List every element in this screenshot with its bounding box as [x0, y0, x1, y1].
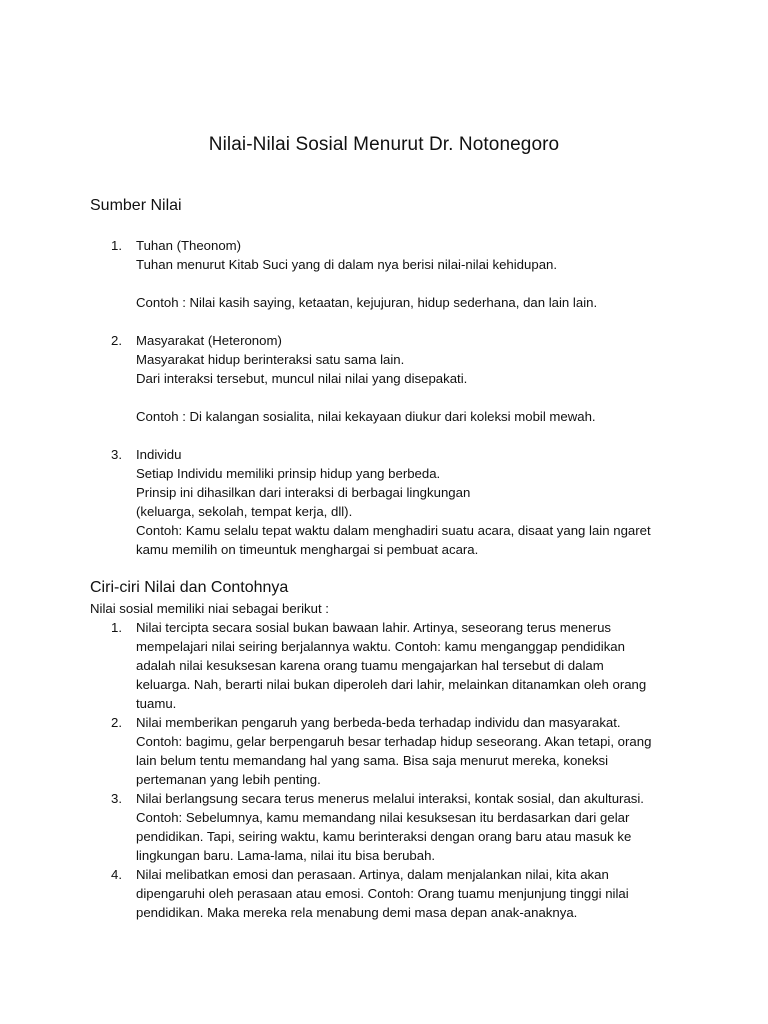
list-item-number: 2. — [111, 333, 122, 348]
list-item-number: 1. — [111, 620, 122, 635]
list-item-line: Tuhan (Theonom) — [136, 238, 242, 253]
list-item — [90, 236, 710, 331]
list-item-line: Contoh : Di kalangan sosialita, nilai kekayaan diukur dari koleksi mobil mewah. — [136, 409, 596, 424]
list-item-number: 3. — [111, 791, 122, 806]
list-item-line: Contoh: Kamu selalu tepat waktu dalam menghadiri suatu acara, disaat yang lain ngaret — [136, 523, 651, 538]
sumber-nilai-list — [90, 236, 710, 559]
list-item-line: Prinsip ini dihasilkan dari interaksi di berbagai lingkungan — [136, 485, 471, 500]
list-item-line — [136, 388, 710, 407]
list-item — [90, 713, 710, 789]
list-item-line: kamu memilih on timeuntuk menghargai si pembuat acara. — [136, 542, 479, 557]
list-item-number: 4. — [111, 867, 122, 882]
list-item-line: keluarga. Nah, berarti nilai bukan diperoleh dari lahir, melainkan ditanamkan oleh orang — [136, 677, 647, 692]
list-item-line: Nilai memberikan pengaruh yang berbeda-beda terhadap individu dan masyarakat. — [136, 715, 621, 730]
list-item-line: pendidikan. Tapi, seiring waktu, kamu berinteraksi dengan orang baru atau masuk ke — [136, 829, 632, 844]
list-item-line: pertemanan yang lebih penting. — [136, 772, 321, 787]
ciri-ciri-list — [90, 618, 710, 922]
list-item-number: 2. — [111, 715, 122, 730]
list-item-line: Contoh: bagimu, gelar berpengaruh besar terhadap hidup seseorang. Akan tetapi, orang — [136, 734, 652, 749]
list-item-number: 1. — [111, 238, 122, 253]
list-item-line: tuamu. — [136, 696, 177, 711]
list-item-line: Dari interaksi tersebut, muncul nilai nilai yang disepakati. — [136, 371, 468, 386]
section-intro-text: Nilai sosial memiliki niai sebagai berikut : — [90, 601, 329, 616]
document-title: Nilai-Nilai Sosial Menurut Dr. Notonegoro — [208, 134, 560, 155]
list-item-line: Setiap Individu memiliki prinsip hidup yang berbeda. — [136, 466, 441, 481]
list-item-line: Tuhan menurut Kitab Suci yang di dalam nya berisi nilai-nilai kehidupan. — [136, 257, 558, 272]
section-heading-ciri-ciri: Ciri-ciri Nilai dan Contohnya — [90, 579, 289, 596]
list-item-line: Nilai melibatkan emosi dan perasaan. Artinya, dalam menjalankan nilai, kita akan — [136, 867, 609, 882]
list-item-line: Nilai berlangsung secara terus menerus melalui interaksi, kontak sosial, dan akulturasi. — [136, 791, 644, 806]
list-item-line: (keluarga, sekolah, tempat kerja, dll). — [136, 504, 353, 519]
list-item-line: Contoh: Sebelumnya, kamu memandang nilai kesuksesan itu berdasarkan dari gelar — [136, 810, 630, 825]
list-item-line — [136, 274, 710, 293]
list-item-line: lain belum tentu memandang hal yang sama. Bisa saja menurut mereka, koneksi — [136, 753, 609, 768]
list-item-line: Individu — [136, 447, 182, 462]
list-item — [90, 865, 710, 922]
list-item-line: Masyarakat hidup berinteraksi satu sama lain. — [136, 352, 405, 367]
list-item — [90, 789, 710, 865]
list-item-line: dipengaruhi oleh perasaan atau emosi. Contoh: Orang tuamu menjunjung tinggi nilai — [136, 886, 629, 901]
list-item-line: lingkungan baru. Lama-lama, nilai itu bisa berubah. — [136, 848, 436, 863]
list-item — [90, 331, 710, 445]
list-item-line: mempelajari nilai seiring berjalannya waktu. Contoh: kamu menganggap pendidikan — [136, 639, 625, 654]
list-item-line: adalah nilai kesuksesan karena orang tuamu mengajarkan hal tersebut di dalam — [136, 658, 604, 673]
list-item — [90, 618, 710, 713]
item-spacer — [136, 426, 710, 445]
item-spacer — [136, 312, 710, 331]
list-item — [90, 445, 710, 559]
section-heading-sumber-nilai: Sumber Nilai — [90, 197, 182, 214]
list-item-line: pendidikan. Maka mereka rela menabung demi masa depan anak-anaknya. — [136, 905, 578, 920]
list-item-number: 3. — [111, 447, 122, 462]
list-item-line: Contoh : Nilai kasih saying, ketaatan, kejujuran, hidup sederhana, dan lain lain. — [136, 295, 598, 310]
list-item-line: Masyarakat (Heteronom) — [136, 333, 282, 348]
list-item-line: Nilai tercipta secara sosial bukan bawaan lahir. Artinya, seseorang terus menerus — [136, 620, 611, 635]
